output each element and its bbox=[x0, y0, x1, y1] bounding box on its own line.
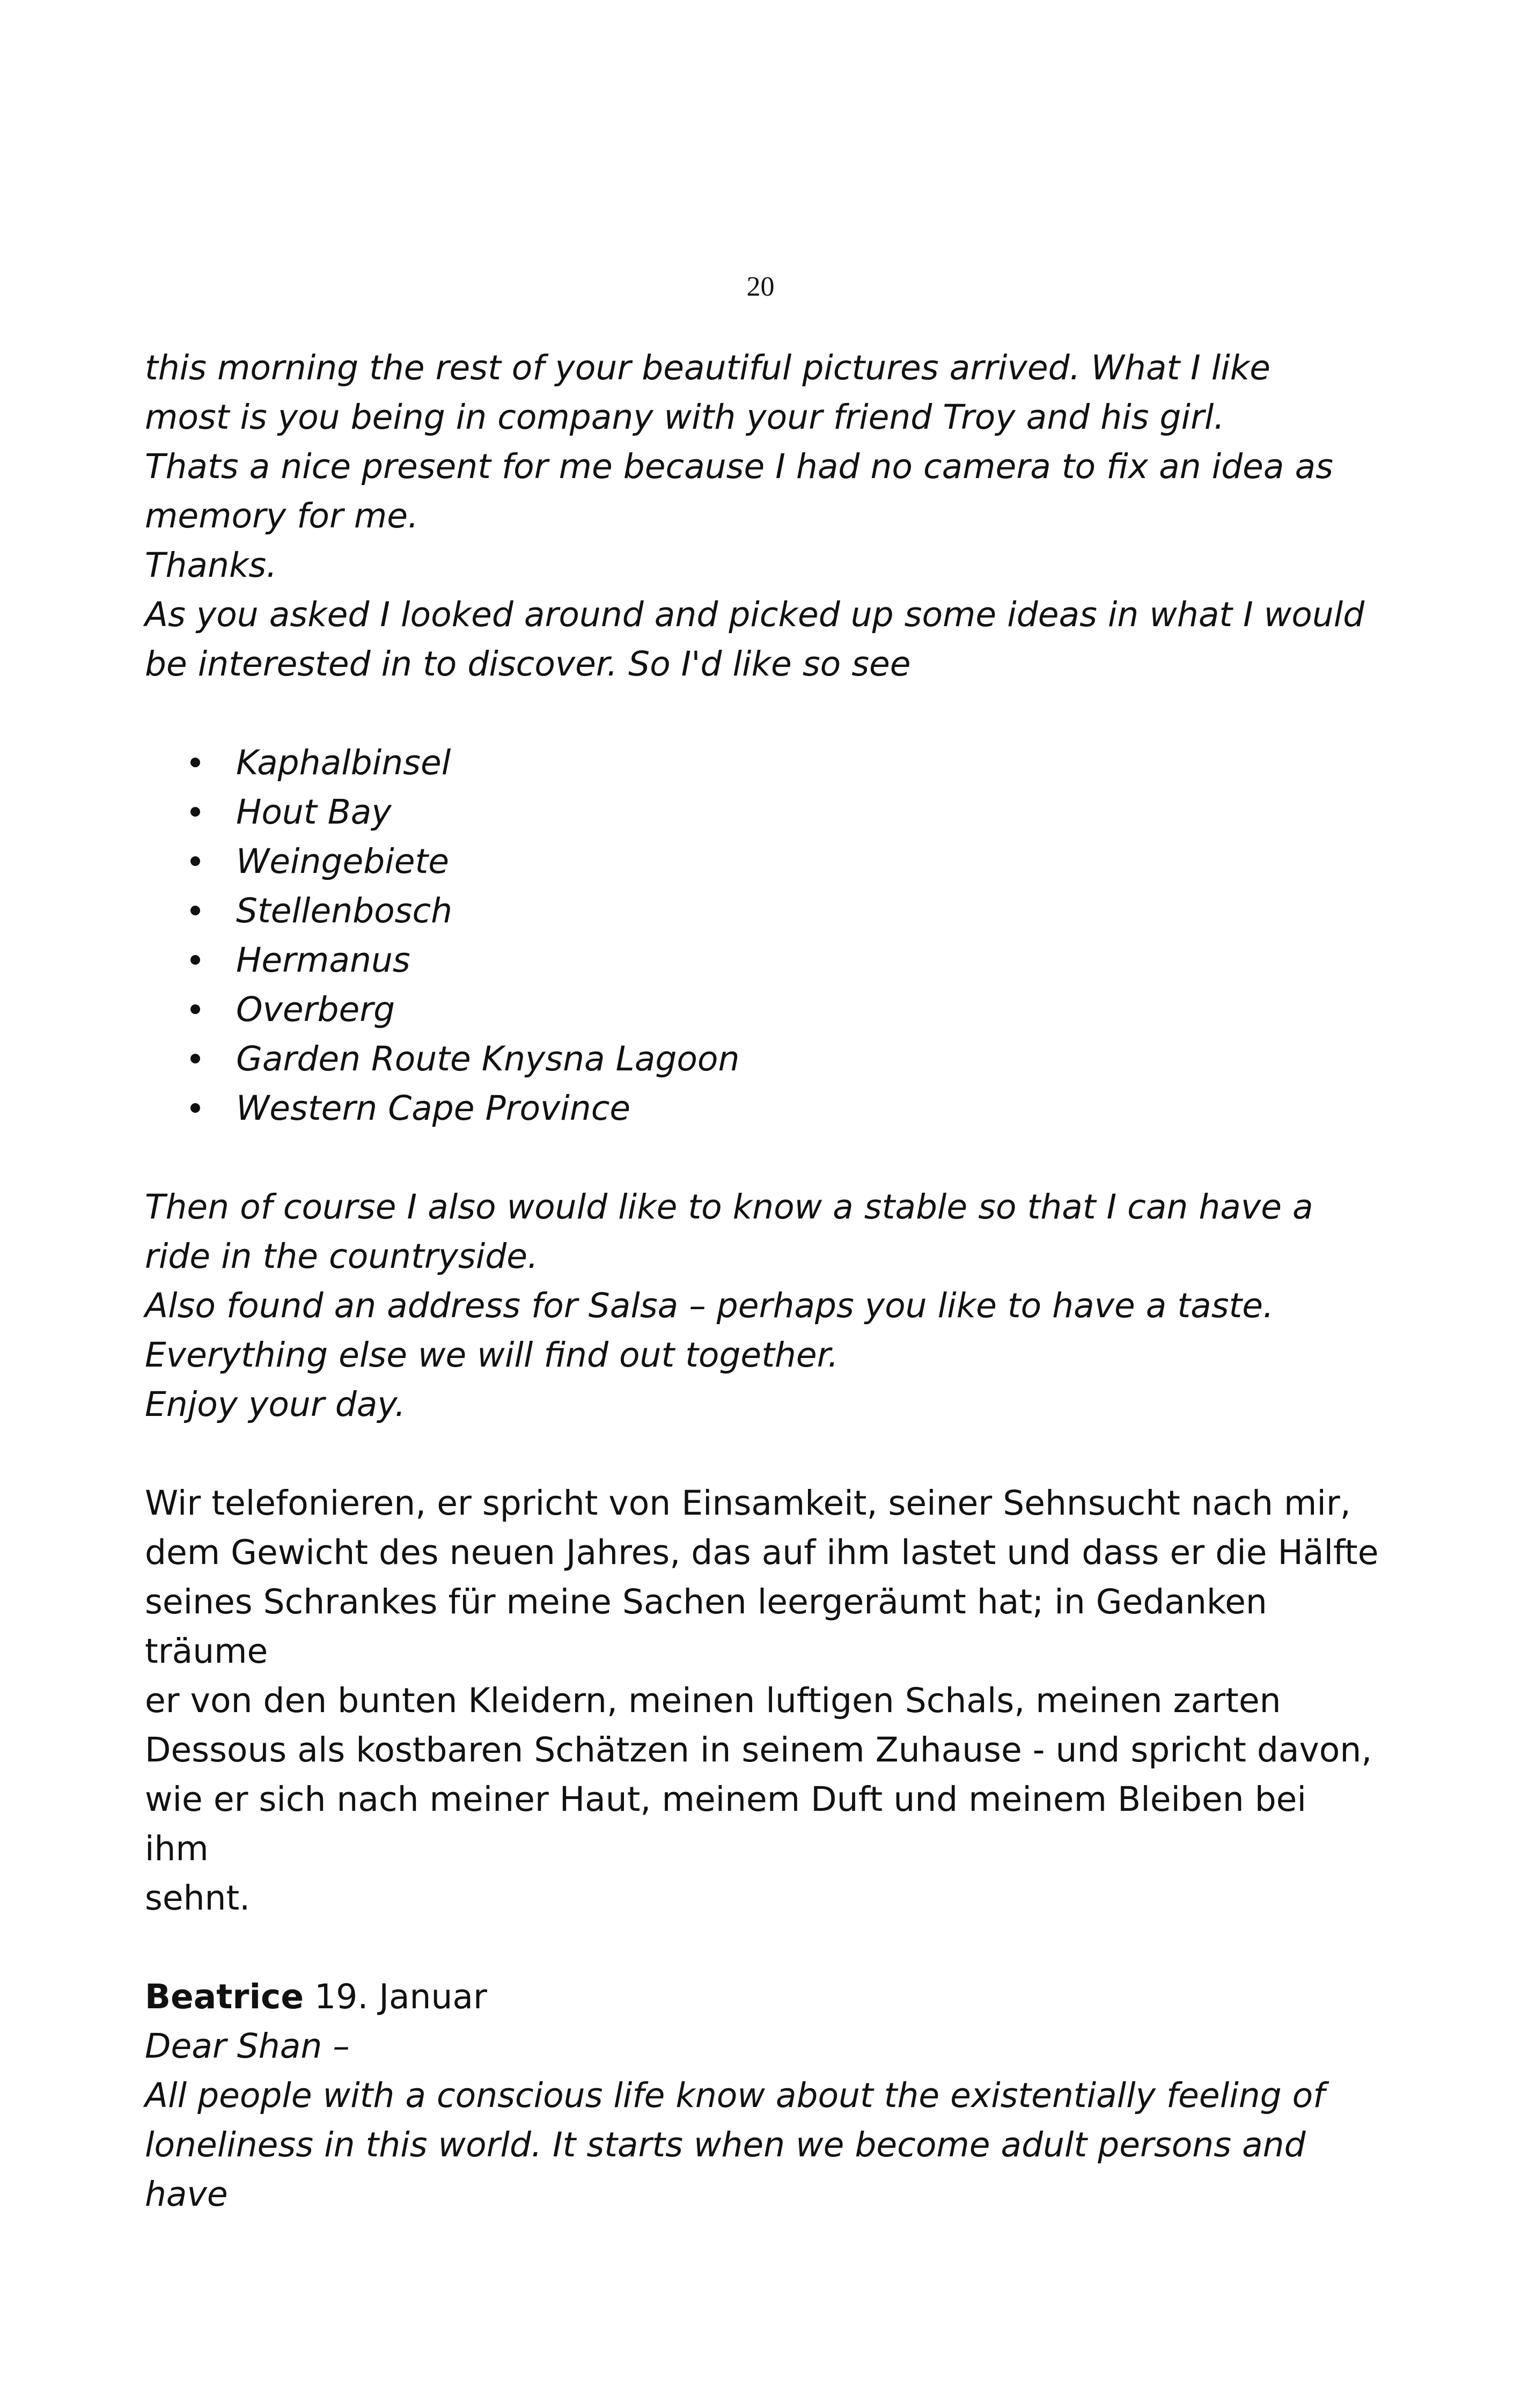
list-item bbox=[145, 788, 1379, 837]
text-line: wie er sich nach meiner Haut, meinem Duft und meinem Bleiben bei ihm bbox=[145, 1780, 1306, 1868]
text-line: All people with a conscious life know about the existentially feeling of bbox=[145, 2076, 1325, 2115]
entry-author: Beatrice bbox=[145, 1977, 304, 2016]
text-line: Everything else we will find out together. bbox=[145, 1335, 839, 1375]
paragraph-gap bbox=[145, 1133, 1379, 1183]
text-line: be interested in to discover. So I'd like so see bbox=[145, 644, 911, 684]
paragraph-gap bbox=[145, 689, 1379, 738]
list-item-label: Garden Route Knysna Lagoon bbox=[236, 1039, 740, 1078]
page-body bbox=[145, 343, 1379, 2219]
list-item bbox=[145, 936, 1379, 985]
bullet-icon bbox=[190, 1103, 200, 1113]
bullet-icon bbox=[190, 906, 200, 915]
list-item-label: Hermanus bbox=[236, 941, 410, 980]
bullet-icon bbox=[190, 807, 200, 817]
text-line: Thanks. bbox=[145, 546, 277, 585]
list-item bbox=[145, 1084, 1379, 1133]
text-line: loneliness in this world. It starts when we become adult persons and have bbox=[145, 2125, 1306, 2214]
list-item bbox=[145, 886, 1379, 936]
list-item-label: Stellenbosch bbox=[236, 891, 453, 930]
list-item bbox=[145, 1034, 1379, 1084]
places-list bbox=[145, 738, 1379, 1133]
list-item-label: Kaphalbinsel bbox=[236, 743, 451, 782]
text-line: As you asked I looked around and picked up some ideas in what I would bbox=[145, 595, 1365, 634]
text-line: Then of course I also would like to know a stable so that I can have a bbox=[145, 1187, 1313, 1227]
list-item bbox=[145, 738, 1379, 788]
list-item-label: Western Cape Province bbox=[236, 1089, 631, 1128]
bullet-icon bbox=[190, 1054, 200, 1063]
entry-heading bbox=[145, 1972, 1379, 2022]
entry-date: 19. Januar bbox=[314, 1977, 487, 2016]
text-line: most is you being in company with your friend Troy and his girl. bbox=[145, 398, 1225, 437]
bullet-icon bbox=[190, 955, 200, 965]
text-line: Also found an address for Salsa – perhaps you like to have a taste. bbox=[145, 1286, 1274, 1325]
text-line: memory for me. bbox=[145, 496, 419, 535]
list-item-label: Weingebiete bbox=[236, 842, 449, 881]
bullet-icon bbox=[190, 758, 200, 767]
text-line: sehnt. bbox=[145, 1878, 251, 1918]
list-item bbox=[145, 985, 1379, 1034]
paragraph-gap bbox=[145, 1923, 1379, 1972]
text-line: ride in the countryside. bbox=[145, 1237, 539, 1276]
list-item bbox=[145, 837, 1379, 886]
text-line: dem Gewicht des neuen Jahres, das auf ihm lastet und dass er die Hälfte bbox=[145, 1533, 1379, 1572]
text-line: seines Schrankes für meine Sachen leergeräumt hat; in Gedanken träume bbox=[145, 1582, 1267, 1671]
entry-salutation: Dear Shan – bbox=[145, 2027, 350, 2066]
text-line: Thats a nice present for me because I had no camera to fix an idea as bbox=[145, 447, 1333, 486]
text-line: Dessous als kostbaren Schätzen in seinem Zuhause - und spricht davon, bbox=[145, 1730, 1372, 1770]
bullet-icon bbox=[190, 856, 200, 866]
text-line: this morning the rest of your beautiful pictures arrived. What I like bbox=[145, 348, 1271, 387]
text-line: Wir telefonieren, er spricht von Einsamkeit, seiner Sehnsucht nach mir, bbox=[145, 1484, 1351, 1523]
text-line: Enjoy your day. bbox=[145, 1385, 406, 1424]
list-item-label: Hout Bay bbox=[236, 792, 392, 832]
page-number: 20 bbox=[746, 271, 775, 302]
paragraph-gap bbox=[145, 1429, 1379, 1479]
list-item-label: Overberg bbox=[236, 990, 395, 1029]
text-line: er von den bunten Kleidern, meinen luftigen Schals, meinen zarten bbox=[145, 1681, 1281, 1720]
bullet-icon bbox=[190, 1004, 200, 1014]
